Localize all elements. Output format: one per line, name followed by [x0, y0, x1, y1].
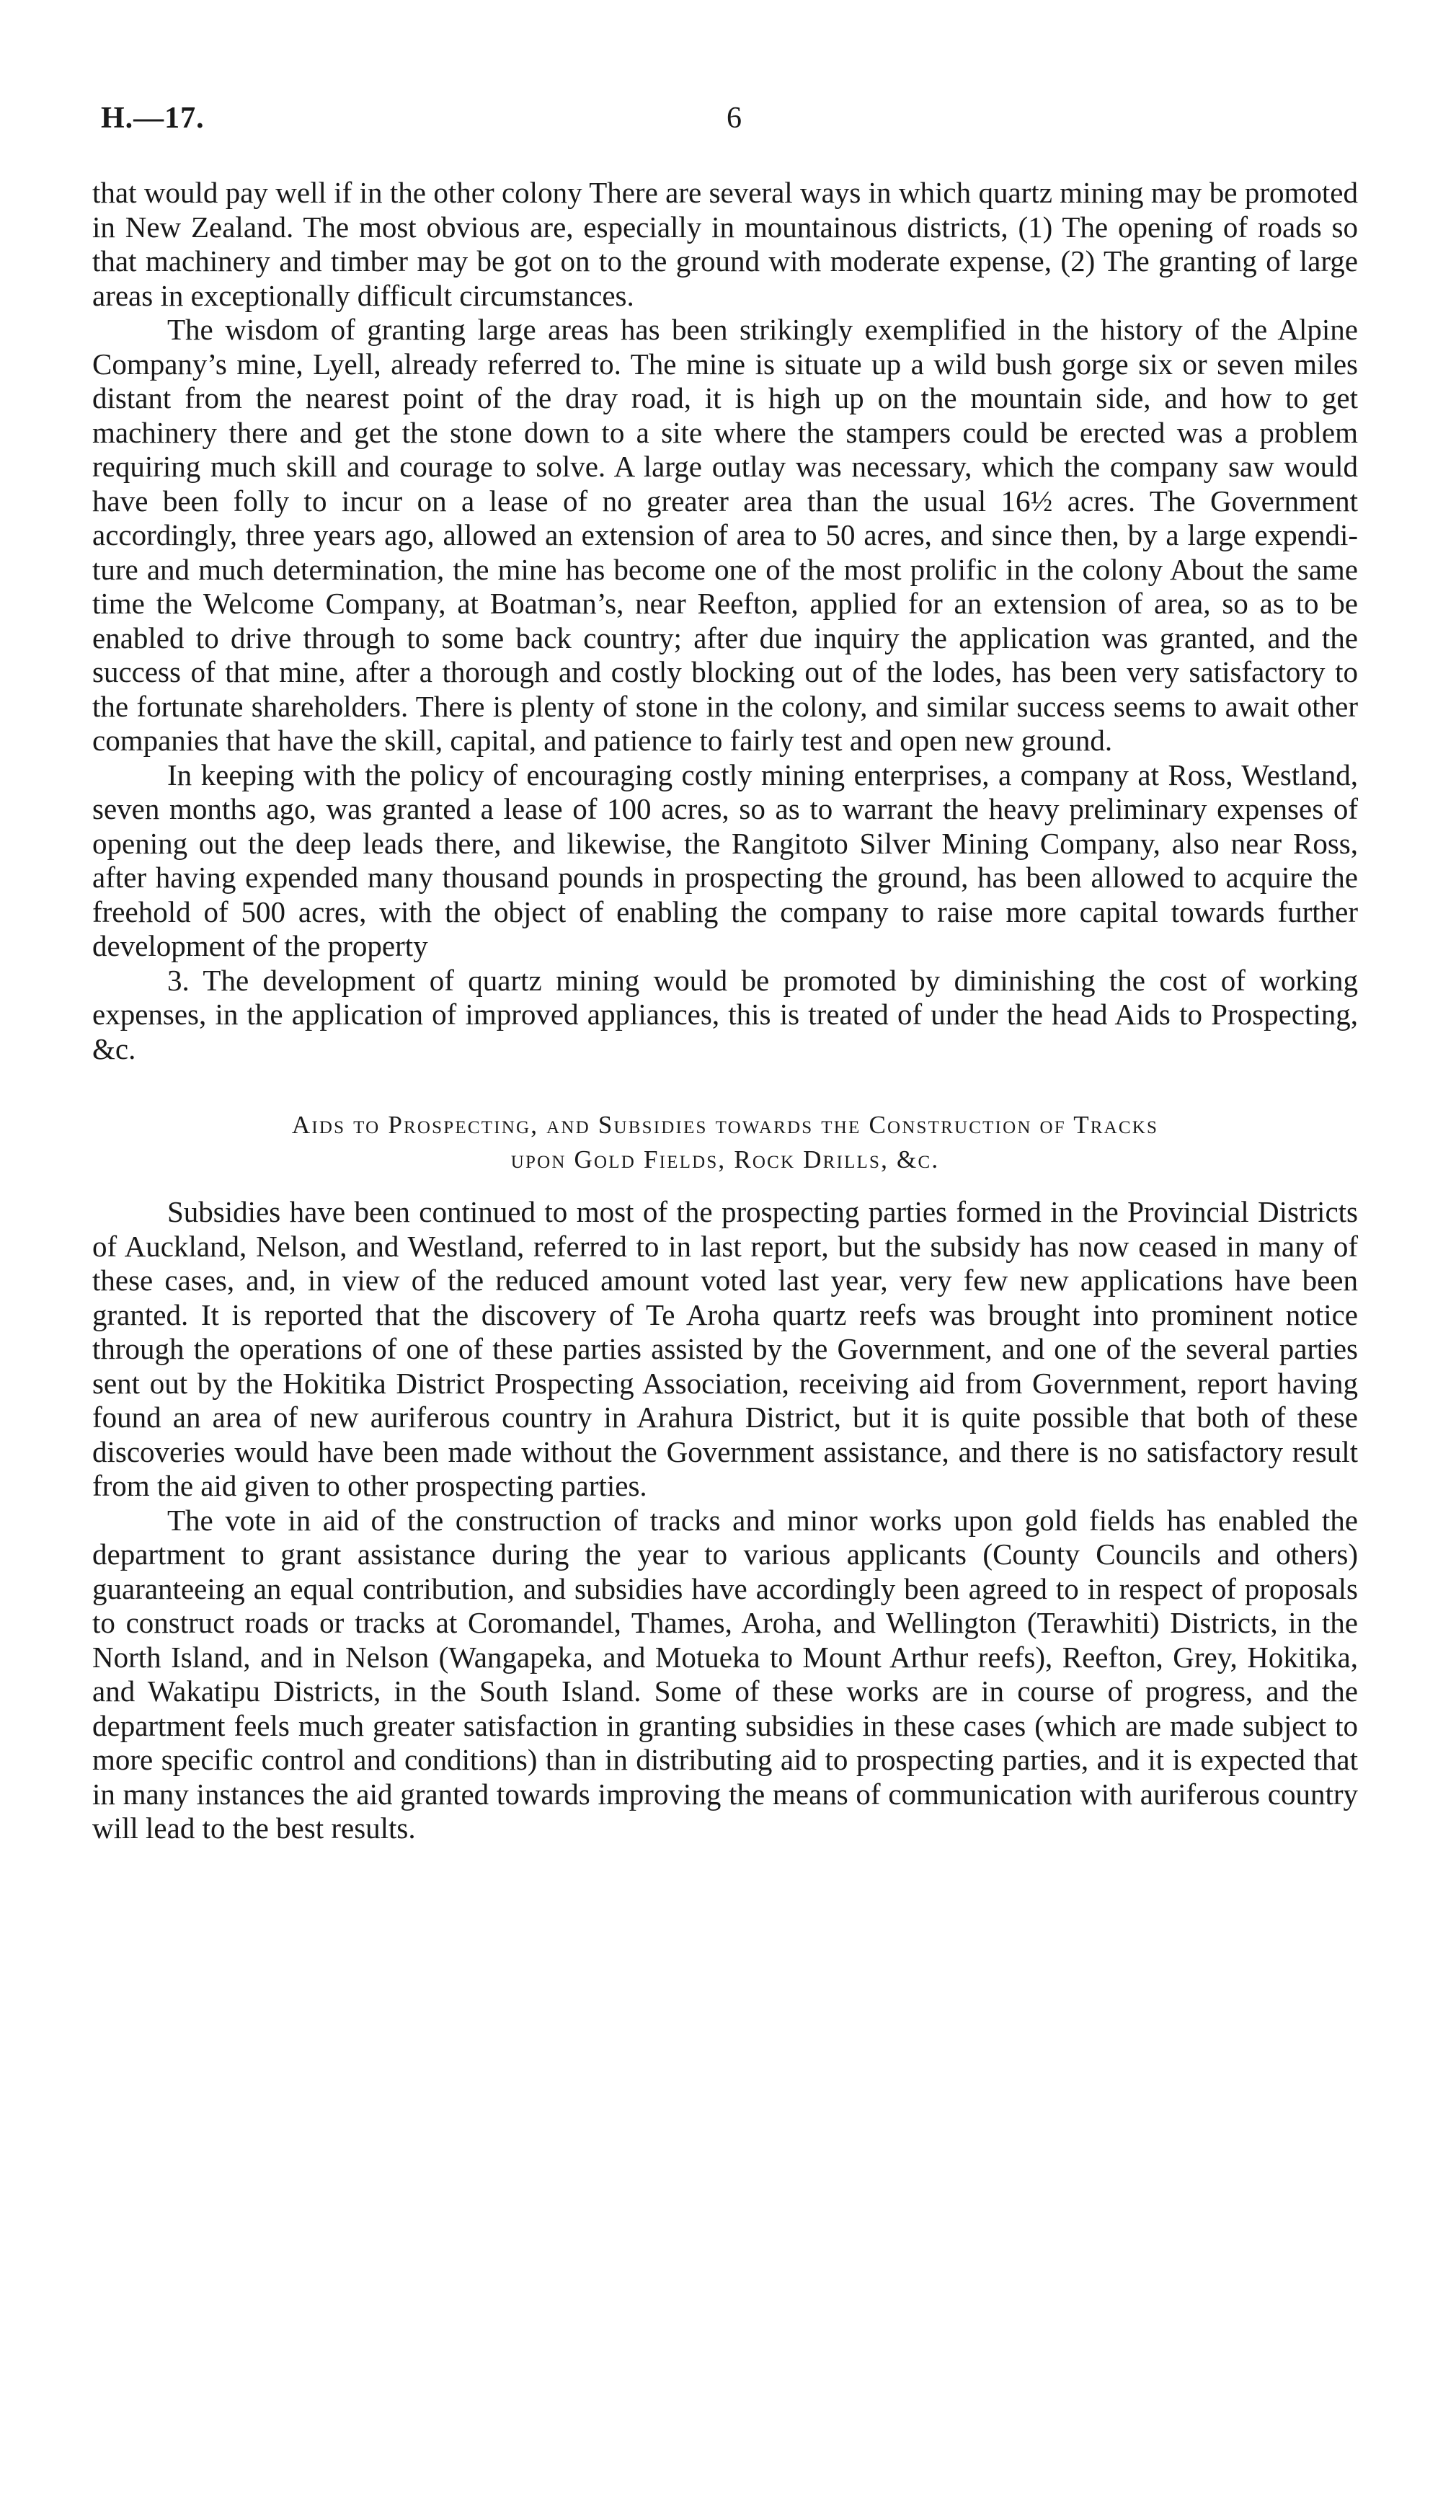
paragraph-improved-appliances: 3. The development of quartz mining would be promoted by diminishing the cost of working expenses, in the application of improved appliances, this is treated of under the head Aids to Prospecting, &c.: [92, 963, 1358, 1065]
paragraph-subsidies: Subsidies have been continued to most of the prospecting parties formed in the Provincial Districts of Auckland, Nelson, and Westland, referred to in last report, but the subsidy has now ceased in many of these cases, and, in view of the reduced amount voted last year, very few new applications have been granted. It is reported that the discovery of Te Aroha quartz reefs was brought into prominent notice through the operations of one of these parties assisted by the Government, and one of the several parties sent out by the Hokitika District Prospecting Association, receiving aid from Government, report having found an area of new auriferous country in Arahura District, but it is quite possible that both of these discoveries would have been made without the Government assistance, and there is no satisfactory result from the aid given to other prospecting parties.: [92, 1195, 1358, 1502]
section-heading: [92, 1108, 1358, 1176]
section-heading-line-2: upon Gold Fields, Rock Drills, &c.: [510, 1145, 940, 1174]
paragraph-tracks-vote: The vote in aid of the construction of tracks and minor works upon gold fields has enabled the department to grant assistance during the year to various applicants (County Councils and others) guaranteeing an equal contribution, and subsidies have accordingly been agreed to in respect of proposals to construct roads or tracks at Coromandel, Thames, Aroha, and Wellington (Terawhiti) Districts, in the North Island, and in Nelson (Wangapeka, and Motueka to Mount Arthur reefs), Reefton, Grey, Hokitika, and Wakatipu Districts, in the South Island. Some of these works are in course of progress, and the department feels much greater satisfaction in granting subsidies in these cases (which are made subject to more specific control and conditions) than in distributing aid to prospecting parties, and it is expected that in many instances the aid granted towards improving the means of communication with auriferous country will lead to the best results.: [92, 1503, 1358, 1845]
paragraph-alpine-company: The wisdom of granting large areas has been strikingly exemplified in the history of the Alpine Company’s mine, Lyell, already referred to. The mine is situate up a wild bush gorge six or seven miles distant from the nearest point of the dray road, it is high up on the mountain side, and how to get machinery there and get the stone down to a site where the stampers could be erected was a problem requiring much skill and courage to solve. A large outlay was necessary, which the company saw would have been folly to incur on a lease of no greater area than the usual 16½ acres. The Government accordingly, three years ago, allowed an extension of area to 50 acres, and since then, by a large expenditure and much determination, the mine has become one of the most prolific in the colony About the same time the Welcome Company, at Boatman’s, near Reefton, applied for an extension of area, so as to be enabled to drive through to some back country; after due inquiry the application was granted, and the success of that mine, after a thorough and costly blocking out of the lodes, has been very satisfactory to the fortunate shareholders. There is plenty of stone in the colony, and similar success seems to await other companies that have the skill, capital, and patience to fairly test and open new ground.: [92, 313, 1358, 757]
document-page: [92, 101, 1358, 1846]
document-body: [92, 176, 1358, 1846]
document-reference: H.—17.: [101, 102, 205, 135]
paragraph-ross-lease: In keeping with the policy of encouraging costly mining enterprises, a company at Ross, Westland, seven months ago, was granted a lease of 100 acres, so as to warrant the heavy preliminary expenses of opening out the deep leads there, and likewise, the Rangitoto Silver Mining Company, also near Ross, after having expended many thousand pounds in prospecting the ground, has been allowed to acquire the freehold of 500 acres, with the object of enabling the company to raise more capital towards further development of the property: [92, 758, 1358, 962]
section-heading-line-1: Aids to Prospecting, and Subsidies towards the Construction of Tracks: [291, 1111, 1159, 1139]
page-number: 6: [727, 102, 742, 135]
paragraph-continuation: that would pay well if in the other colony There are several ways in which quartz mining may be promoted in New Zealand. The most obvious are, especially in mountainous districts, (1) The opening of roads so that machinery and timber may be got on to the ground with moderate expense, (2) The granting of large areas in exceptionally difficult circumstances.: [92, 176, 1358, 312]
page-header: [92, 101, 1358, 144]
